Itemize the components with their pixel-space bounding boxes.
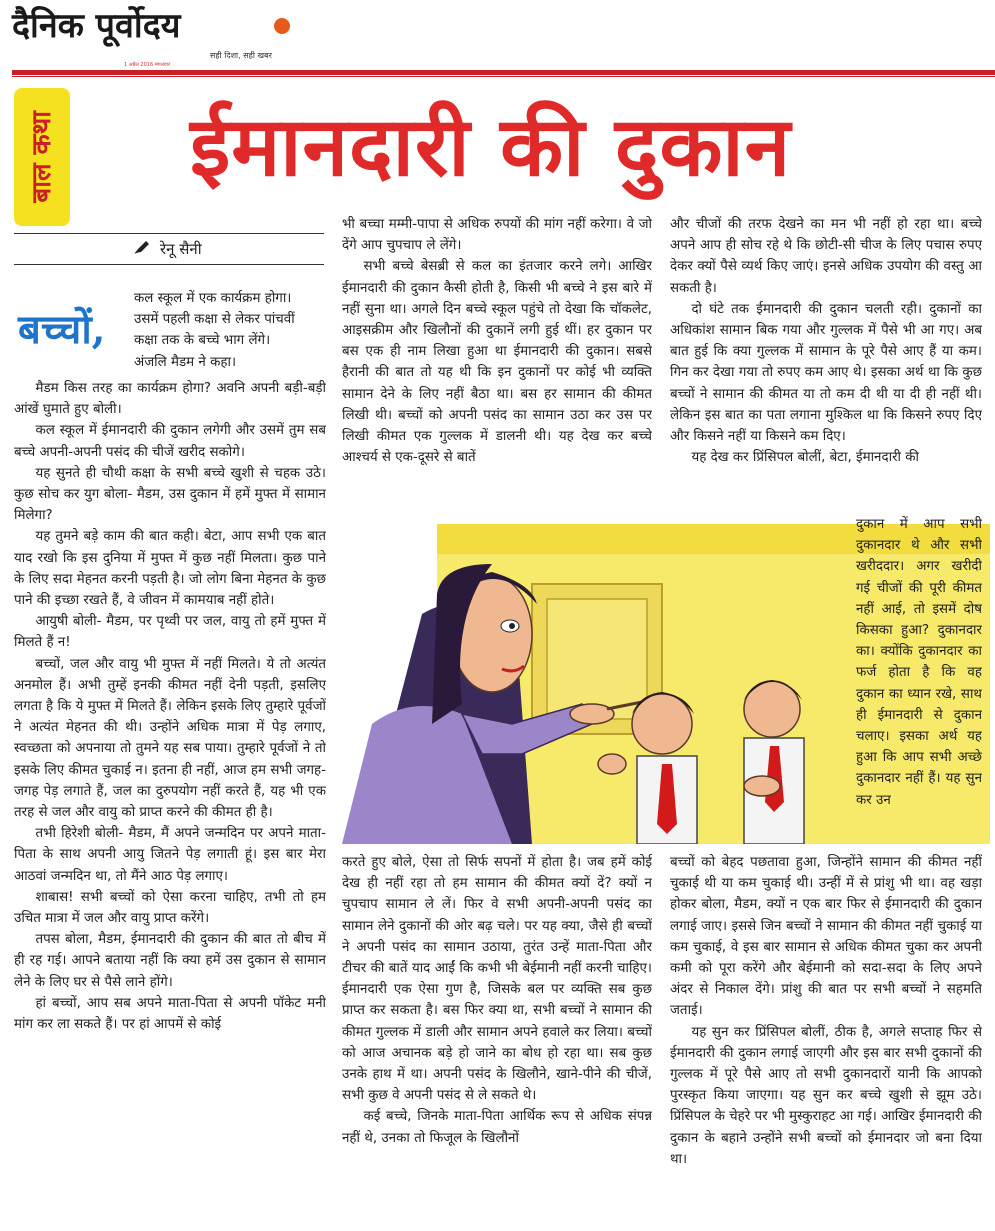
paragraph: करते हुए बोले, ऐसा तो सिर्फ सपनों में होता है। जब हमें कोई देख ही नहीं रहा तो हम सामान की कीमत क्यों दें? क्यों न चुपचाप सामान ले लें। फिर वे सभी अपनी-अपनी पसंद का सामान लेने दुकानों की ओर बढ़ चले। पर यह क्या, जैसे ही बच्चों ने अपनी पसंद का सामान उठाया, तुरंत उन्हें माता-पिता और टीचर की बातें याद आईं कि कभी भी बेईमानी नहीं करनी चाहिए। ईमानदारी एक ऐसा गुण है, जिसके बल पर व्यक्ति सब कुछ प्राप्त कर सकता है। बस फिर क्या था, सभी बच्चों ने सामान की कीमत गुल्लक में डाली और सामान अपने हवाले कर लिया। बच्चों को आज अचानक बड़े हो जाने का बोध हो रहा था। सब कुछ उनके हाथ में था। अपनी पसंद के खिलौने, खाने-पीने की चीजें, सभी कुछ वे अपनी पसंद से ले सकते थे। (342, 855, 652, 1104)
paragraph: हां बच्चों, आप सब अपने माता-पिता से अपनी पॉकेट मनी मांग कर ला सकते हैं। पर हां आपमें से कोई (14, 995, 326, 1033)
pen-icon (134, 240, 150, 258)
column-2-top (342, 214, 652, 514)
byline-rule-top (14, 233, 324, 234)
intro-line: कल स्कूल में एक कार्यक्रम होगा। (134, 291, 292, 306)
paragraph: कई बच्चे, जिनके माता-पिता आर्थिक रूप से अधिक संपन्न नहीं थे, उनका तो फिजूल के खिलौनों (342, 1109, 652, 1146)
intro-line: अंजलि मैडम ने कहा। (134, 354, 237, 370)
paragraph: शाबास! सभी बच्चों को ऐसा करना चाहिए, तभी तो हम उचित मात्रा में जल और वायु प्राप्त करेंगे। (14, 889, 326, 927)
column-2-bottom (342, 852, 652, 1230)
paragraph: कल स्कूल में ईमानदारी की दुकान लगेगी और उसमें तुम सब बच्चे अपनी-अपनी पसंद की चीजें खरीद सकोगे। (14, 423, 326, 460)
paragraph: बच्चों, जल और वायु भी मुफ्त में नहीं मिलते। ये तो अत्यंत अनमोल हैं। अभी तुम्हें इनकी कीमत नहीं देनी पड़ती, इसलिए लगता है कि ये मुफ्त में मिलते हैं। लेकिन इसके लिए तुम्हारे पूर्वजों ने अत्यंत मेहनत की थी। उन्होंने अधिक मात्रा में पेड़ लगाए, स्वच्छता को अपनाया तो तुमने यह सब पाया। तुम्हारे पूर्वजों ने तो इसके लिए कीमत चुकाई न। इतना ही नहीं, आज हम सभी जगह-जगह पेड़ लगाते हैं, जल का दुरुपयोग नहीं करते हैं, यह भी एक तरह से जल और वायु को प्राप्त करने की कीमत ही है। (14, 656, 326, 821)
section-label: बाल कथा (27, 111, 57, 203)
article-headline: ईमानदारी की दुकान (190, 99, 792, 195)
column-3-side (856, 514, 982, 852)
column-3-top (670, 214, 982, 514)
paragraph: दो घंटे तक ईमानदारी की दुकान चलती रही। दुकानों का अधिकांश सामान बिक गया और गुल्लक में पैसे भी आ गए। अब बात हुई कि क्या गुल्लक में सामान के पूरे पैसे आए हैं या कम। गिन कर देखा गया तो रुपए कम आए थे। इसका अर्थ था कि कुछ बच्चों ने सामान की कीमत या तो कम दी थी या दी ही नहीं थी। लेकिन इस बात का पता लगाना मुश्किल था कि किसने रुपए दिए और किसने नहीं या किसने कम दिए। (670, 301, 982, 445)
paragraph: आयुषी बोली- मैडम, पर पृथ्वी पर जल, वायु तो हमें मुफ्त में मिलते हैं न! (14, 614, 326, 651)
column-1-intro (134, 288, 326, 376)
author-name: रेनू सैनी (160, 240, 202, 258)
column-1 (14, 378, 326, 1230)
paragraph: बच्चों को बेहद पछतावा हुआ, जिन्होंने सामान की कीमत नहीं चुकाई थी या कम चुकाई थी। उन्हीं में से प्रांशु भी था। वह खड़ा होकर बोला, मैडम, क्यों न एक बार फिर से ईमानदारी की दुकान लगाई जाए। इससे जिन बच्चों ने सामान की कीमत नहीं चुकाई या कम चुकाई, वे इस बार सामान से अधिक कीमत चुका कर अपनी कमी को पूरा करेंगे और बेईमानी को सदा-सदा के लिए अपने अंदर से निकाल देंगे। प्रांशु की बात पर सभी बच्चों ने सहमति जताई। (670, 855, 982, 1019)
paragraph: यह देख कर प्रिंसिपल बोलीं, बेटा, ईमानदारी की (691, 450, 920, 466)
paragraph: तपस बोला, मैडम, ईमानदारी की दुकान की बात तो बीच में ही रह गई। आपने बताया नहीं कि क्या हमें उस दुकान से सामान लेने के लिए घर से पैसे लाने होंगे। (14, 932, 326, 990)
section-kicker (14, 88, 70, 226)
byline (14, 236, 324, 262)
paragraph: दुकान में आप सभी दुकानदार थे और सभी खरीददार। अगर खरीदी गई चीजों की पूरी कीमत नहीं आई, तो इसमें दोष किसका हुआ? दुकानदार का। क्योंकि दुकानदार का फर्ज होता है कि वह दुकान का ध्यान रखे, साथ ही ईमानदारी से दुकान चलाए। इसका अर्थ यह हुआ कि आप सभी अच्छे दुकानदार नहीं हैं। यह सुन कर उन (856, 517, 982, 808)
paragraph: सभी बच्चे बेसब्री से कल का इंतजार करने लगे। आखिर ईमानदारी की दुकान कैसी होती है, किसी भी बच्चे ने इस बारे में नहीं सुना था। अगले दिन बच्चे स्कूल पहुंचे तो देखा कि चॉकलेट, आइसक्रीम और खिलौनों की दुकानें लगी हुई थीं। हर दुकान पर बस एक ही नाम लिखा हुआ था ईमानदारी की दुकान। सबसे हैरानी की बात तो यह थी कि इन दुकानों पर कोई भी व्यक्ति सामान देने के लिए नहीं बैठा था। बस हर सामान की कीमत लिखी थी। बच्चों को अपनी पसंद का सामान उठा कर उस पर लिखी कीमत एक गुल्लक में डालनी थी। यह देख कर बच्चे आश्चर्य से एक-दूसरे से बातें (342, 259, 652, 466)
logo-dot-icon (274, 18, 290, 34)
paragraph: यह सुन कर प्रिंसिपल बोलीं, ठीक है, अगले सप्ताह फिर से ईमानदारी की दुकान लगाई जाएगी और इस बार सभी दुकानों की गुल्लक में पूरे पैसे आए तो सभी दुकानदारों यानी कि आपको पुरस्कृत किया जाएगा। यह सुन कर बच्चे खुशी से झूम उठे। प्रिंसिपल के चेहरे पर भी मुस्कुराहट आ गई। आखिर ईमानदारी की दुकान के बहाने उन्होंने सभी बच्चों को ईमानदार जो बना दिया था। (670, 1024, 982, 1167)
intro-line: उसमें पहली कक्षा से लेकर पांचवीं (134, 312, 295, 328)
masthead-rule-thin (12, 76, 995, 77)
paragraph: तभी हिरेशी बोली- मैडम, मैं अपने जन्मदिन पर अपने माता-पिता के साथ अपनी आयु जितने पेड़ लगाती हूं। इस बार मेरा आठवां जन्मदिन था, तो मैंने आठ पेड़ लगाए। (14, 826, 326, 884)
paragraph: यह तुमने बड़े काम की बात कही। बेटा, आप सभी एक बात याद रखो कि इस दुनिया में मुफ्त में कुछ नहीं मिलता। कुछ पाने के लिए सदा मेहनत करनी पड़ती है। जो लोग बिना मेहनत के कुछ पाने की इच्छा रखते हैं, वे जीवन में कामयाब नहीं होते। (14, 529, 326, 609)
byline-rule-bottom (14, 264, 324, 265)
paragraph: और चीजों की तरफ देखने का मन भी नहीं हो रहा था। बच्चे अपने आप ही सोच रहे थे कि छोटी-सी चीज के लिए पचास रुपए देकर क्यों पैसे व्यर्थ किए जाएं। इनसे अधिक उपयोग की वस्तु आ सकती है। (670, 217, 982, 296)
dropcap-word: बच्चों, (18, 306, 106, 353)
intro-line: कक्षा तक के बच्चे भाग लेंगे। (134, 333, 271, 349)
newspaper-name: दैनिक पूर्वोदय (12, 6, 181, 46)
newspaper-masthead (12, 6, 312, 72)
paragraph: भी बच्चा मम्मी-पापा से अधिक रुपयों की मांग नहीं करेगा। वे जो देंगे आप चुपचाप ले लेंगे। (342, 217, 652, 254)
column-3-bottom (670, 852, 982, 1230)
paragraph: मैडम किस तरह का कार्यक्रम होगा? अवनि अपनी बड़ी-बड़ी आंखें घुमाते हुए बोली। (14, 381, 326, 418)
newspaper-tagline: सही दिशा, सही खबर (210, 51, 272, 60)
masthead-fineprint: 1 अप्रैल 2016 मंगलवार (124, 62, 171, 68)
masthead-rule (12, 70, 995, 75)
paragraph: यह सुनते ही चौथी कक्षा के सभी बच्चे खुशी से चहक उठे। कुछ सोच कर युग बोला- मैडम, उस दुकान में हमें मुफ्त में सामान मिलेगा? (14, 465, 326, 524)
